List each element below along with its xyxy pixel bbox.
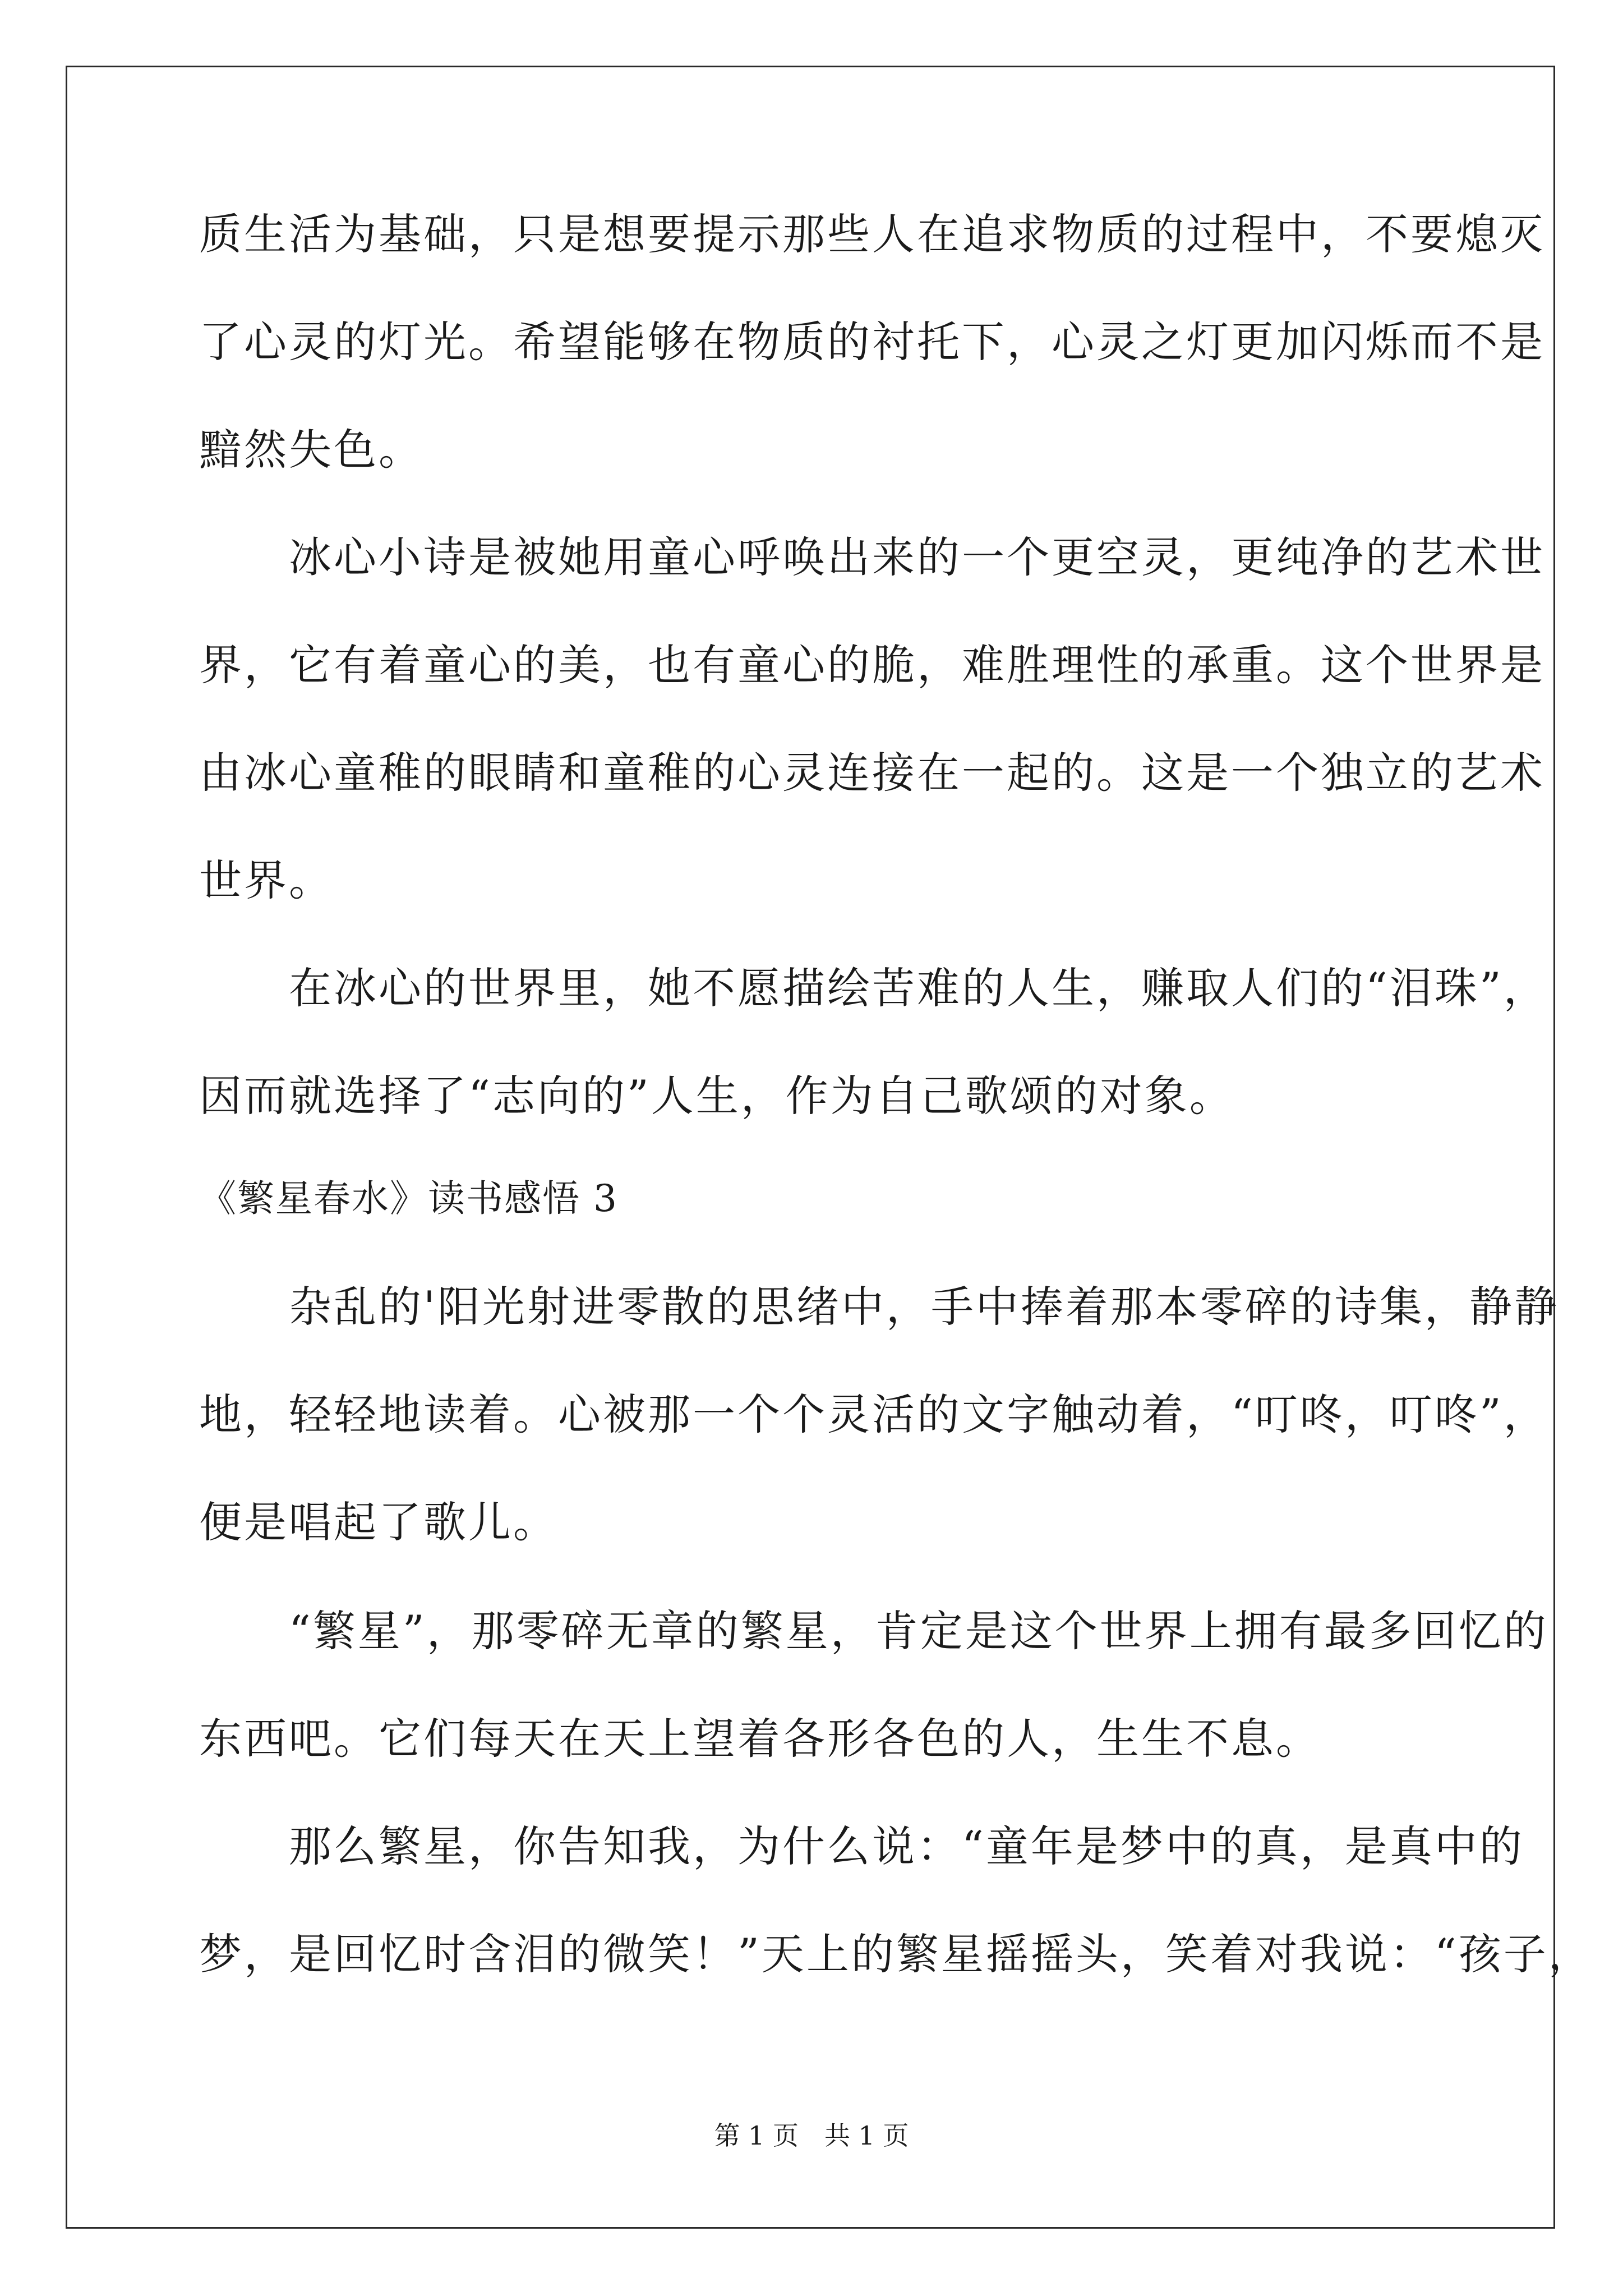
text-line: 东西吧。它们每天在天上望着各形各色的人，生生不息。 <box>199 1714 1321 1764</box>
text-line: 由冰心童稚的眼睛和童稚的心灵连接在一起的。这是一个独立的艺术 <box>199 748 1545 798</box>
text-line: 便是唱起了歌儿。 <box>199 1497 558 1547</box>
text-line: 地，轻轻地读着。心被那一个个灵活的文字触动着，“叮咚，叮咚”， <box>199 1389 1548 1439</box>
text-line: 界，它有着童心的美，也有童心的脆，难胜理性的承重。这个世界是 <box>199 640 1545 690</box>
page-footer: 第 1 页 共 1 页 <box>714 2120 909 2151</box>
text-line: 黯然失色。 <box>199 425 423 475</box>
text-line: “繁星”，那零碎无章的繁星，肯定是这个世界上拥有最多回忆的 <box>199 1606 1548 1656</box>
text-line: 那么繁星，你告知我，为什么说：“童年是梦中的真，是真中的 <box>199 1821 1524 1871</box>
text-line: 梦，是回忆时含泪的微笑！”天上的繁星摇摇头，笑着对我说：“孩子， <box>199 1929 1593 1979</box>
text-line: 杂乱的'阳光射进零散的思绪中，手中捧着那本零碎的诗集，静静 <box>199 1282 1559 1332</box>
section-heading: 《繁星春水》读书感悟 3 <box>199 1177 618 1220</box>
text-line: 了心灵的灯光。希望能够在物质的衬托下，心灵之灯更加闪烁而不是 <box>199 317 1545 367</box>
text-line: 因而就选择了“志向的”人生，作为自己歌颂的对象。 <box>199 1071 1234 1121</box>
text-line: 质生活为基础，只是想要提示那些人在追求物质的过程中，不要熄灭 <box>199 209 1545 259</box>
page-border <box>66 66 1555 2229</box>
text-line: 在冰心的世界里，她不愿描绘苦难的人生，赚取人们的“泪珠”， <box>199 963 1548 1013</box>
text-line: 世界。 <box>199 855 334 905</box>
text-line: 冰心小诗是被她用童心呼唤出来的一个更空灵，更纯净的艺术世 <box>199 532 1545 582</box>
